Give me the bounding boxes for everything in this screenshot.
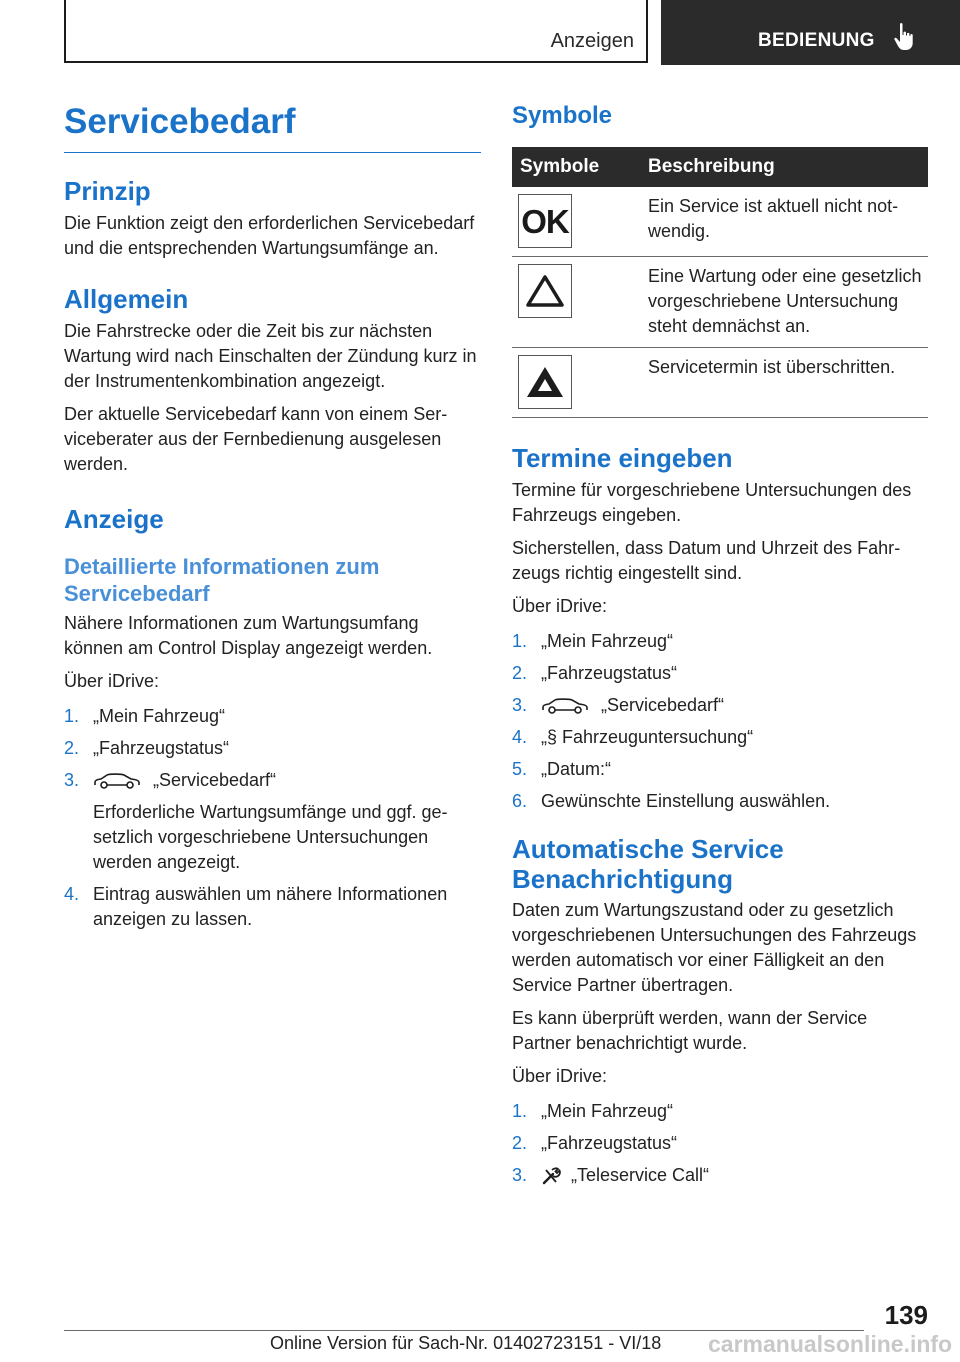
header-tab-anzeigen[interactable] xyxy=(64,0,648,63)
auto-step-list xyxy=(512,1099,928,1188)
heading-termine-eingeben: Termine eingeben xyxy=(512,443,733,473)
idrive-label: Über iDrive: xyxy=(512,1066,608,1086)
prinzip-text: Die Funktion zeigt den erforderlichen Servicebedarf und die entsprechenden Wartungsumfänge an. xyxy=(64,213,475,258)
warning-triangle-filled-icon xyxy=(518,355,572,409)
hand-pointer-icon xyxy=(893,22,917,52)
termine-paragraph-2: Sicherstellen, dass Datum und Uhrzeit des Fahrzeugs richtig eingestellt sind. xyxy=(512,538,901,583)
table-row xyxy=(512,348,928,418)
car-icon xyxy=(541,697,589,715)
allgemein-paragraph-1: Die Fahrstrecke oder die Zeit bis zur nächsten Wartung wird nach Einschalten der Zündung kurz in der Instrumentenkombination angezeigt. xyxy=(64,321,477,391)
symbol-table xyxy=(512,147,928,418)
list-item: 1. „Mein Fahrzeug“ xyxy=(512,631,674,651)
left-column xyxy=(64,100,481,939)
heading-allgemein: Allgemein xyxy=(64,284,189,314)
heading-anzeige: Anzeige xyxy=(64,504,164,534)
auto-paragraph-1: Daten zum Wartungszustand oder zu gesetzlich vorgeschriebenen Untersuchungen des Fahrzeugs werden automatisch vor einer Fälligkeit an den Service Partner übertragen. xyxy=(512,900,917,995)
termine-step-list xyxy=(512,629,928,814)
list-item: 5. „Datum:“ xyxy=(512,759,612,779)
header-tab-bedienung[interactable] xyxy=(661,0,960,65)
table-row xyxy=(512,257,928,348)
left-step-list xyxy=(64,704,481,932)
heading-symbole: Symbole xyxy=(512,102,613,129)
table-cell-description: Eine Wartung oder eine gesetzlich vorgeschriebene Untersuchung steht demnächst an. xyxy=(640,257,928,348)
list-item: 1. „Mein Fahrzeug“ xyxy=(64,706,226,726)
car-icon xyxy=(93,772,141,790)
warning-triangle-outline-icon xyxy=(518,264,572,318)
list-item: 4. Eintrag auswählen um nähere Informationen anzeigen zu lassen. xyxy=(64,884,448,929)
list-item: 1. „Mein Fahrzeug“ xyxy=(512,1101,674,1121)
page-number: 139 xyxy=(884,1300,928,1330)
idrive-label: Über iDrive: xyxy=(64,671,160,691)
idrive-label: Über iDrive: xyxy=(512,596,608,616)
list-item: 3. „Servicebedarf“ xyxy=(512,695,725,715)
ok-symbol-icon: OK xyxy=(518,194,572,248)
page-title: Servicebedarf xyxy=(64,100,481,153)
header-tab-anzeigen-label: Anzeigen xyxy=(550,30,634,52)
list-item: 2. „Fahrzeugstatus“ xyxy=(512,1133,678,1153)
list-item: 3. „Teleservice Call“ xyxy=(512,1165,710,1185)
table-header-beschreibung: Beschreibung xyxy=(640,147,928,187)
table-header-row xyxy=(512,147,928,187)
table-cell-description: Ein Service ist aktuell nicht notwendig. xyxy=(640,187,928,257)
watermark: carmanualsonline.info xyxy=(708,1331,953,1357)
header-tab-bedienung-label: BEDIENUNG xyxy=(758,30,875,51)
heading-automatische-service-benachrichtigung: Automatische Service Benachrichtigung xyxy=(512,834,784,894)
online-version-text: Online Version für Sach-Nr. 01402723151 - VI/18 xyxy=(270,1333,662,1353)
list-item: 2. „Fahrzeugstatus“ xyxy=(512,663,678,683)
table-header-symbole: Symbole xyxy=(512,147,640,187)
list-item: 6. Gewünschte Einstellung auswählen. xyxy=(512,791,831,811)
list-item: 4. „§ Fahrzeuguntersuchung“ xyxy=(512,727,754,747)
heading-prinzip: Prinzip xyxy=(64,176,151,206)
allgemein-paragraph-2: Der aktuelle Servicebedarf kann von einem Serviceberater aus der Fernbedienung ausgelesen werden. xyxy=(64,404,448,474)
table-cell-description: Servicetermin ist überschritten. xyxy=(640,348,928,418)
termine-paragraph-1: Termine für vorgeschriebene Untersuchungen des Fahrzeugs eingeben. xyxy=(512,480,912,525)
tools-icon xyxy=(541,1166,563,1186)
detail-text: Nähere Informationen zum Wartungsumfang können am Control Display angezeigt werden. xyxy=(64,613,433,658)
list-item: 3. „Servicebedarf“ Erforderliche Wartungsumfänge und ggf. gesetzlich vorgeschriebene Untersuchungen werden angezeigt. xyxy=(64,770,448,872)
auto-paragraph-2: Es kann überprüft werden, wann der Service Partner benachrichtigt wurde. xyxy=(512,1008,868,1053)
right-column xyxy=(512,100,928,1195)
heading-detaillierte-informationen: Detaillierte Informationen zum Servicebedarf xyxy=(64,554,380,606)
list-item: 2. „Fahrzeugstatus“ xyxy=(64,738,230,758)
table-row xyxy=(512,187,928,257)
